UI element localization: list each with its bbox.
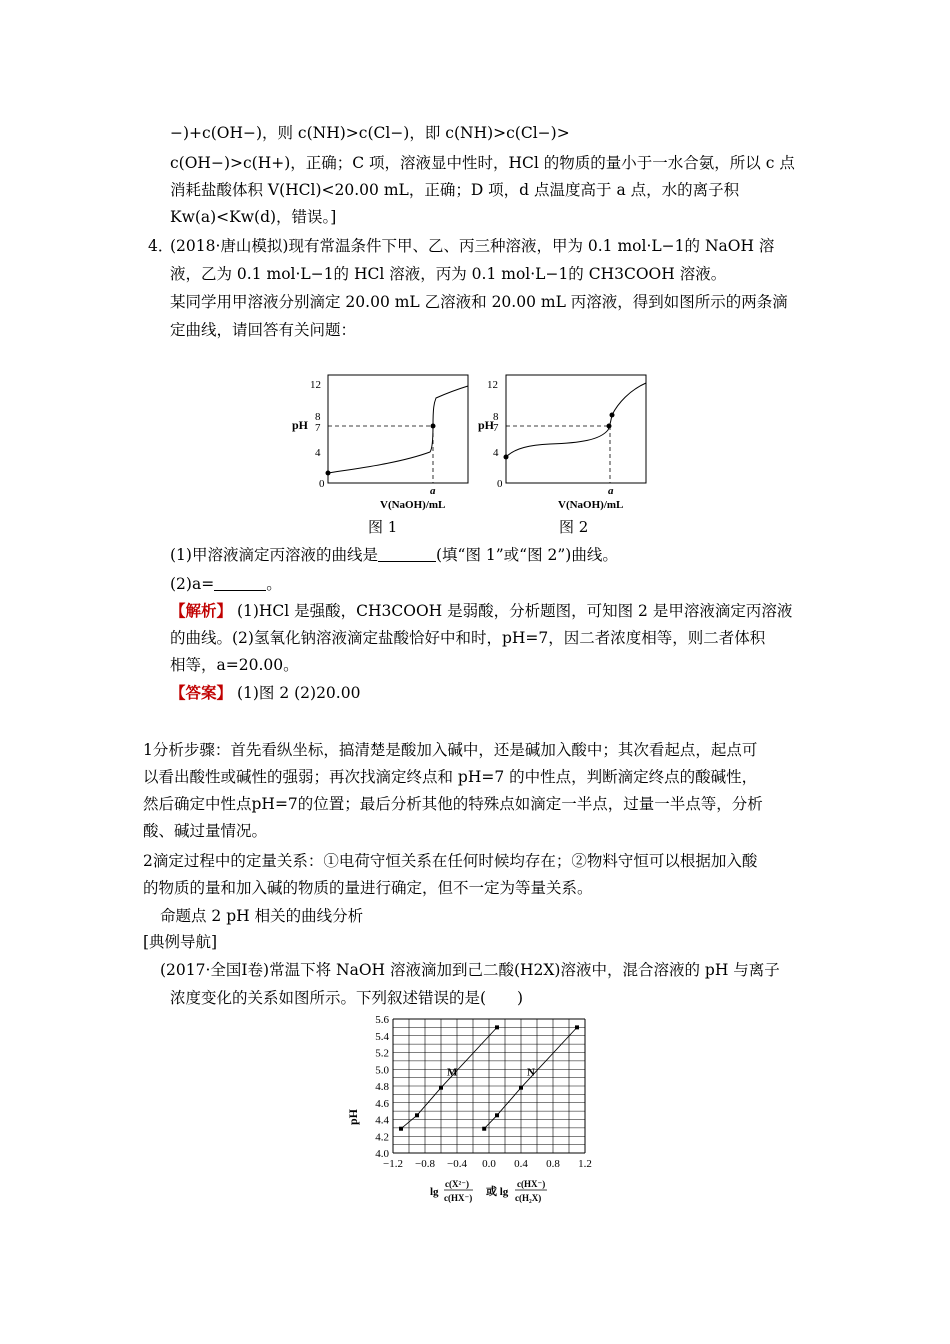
fig1-ylabel: pH — [292, 418, 309, 432]
example-line-2: 浓度变化的关系如图所示。下列叙述错误的是( ) — [170, 989, 524, 1007]
series-label-N: N — [527, 1066, 535, 1079]
y-tick-label: 4.0 — [375, 1148, 389, 1160]
q4-line-3: 某同学用甲溶液分别滴定 20.00 mL 乙溶液和 20.00 mL 丙溶液，得到如图所示的两条滴 — [170, 293, 788, 311]
data-point-N — [482, 1127, 486, 1131]
subquestion-2 — [170, 574, 282, 594]
analysis-label: 【解析】 — [170, 601, 233, 620]
fig1-tick-4: 4 — [315, 447, 321, 459]
subquestion-2-end: 。 — [266, 575, 282, 593]
fig1-tick-0: 0 — [319, 478, 325, 490]
note-1-line-3: 然后确定中性点pH=7的位置；最后分析其他的特殊点如滴定一半点，过量一半点等，分析 — [143, 795, 763, 813]
titration-figures — [290, 368, 670, 518]
data-point-N — [495, 1113, 499, 1117]
svg-text:lg: lg — [430, 1186, 439, 1198]
analysis-line-1 — [170, 601, 792, 621]
note-1-line-4: 酸、碱过量情况。 — [143, 822, 268, 840]
chart-xlabel — [430, 1179, 547, 1203]
svg-text:c(HX⁻): c(HX⁻) — [517, 1179, 546, 1189]
fig2-tick-4: 4 — [493, 447, 499, 459]
y-tick-label: 5.4 — [375, 1030, 389, 1043]
data-point-M — [495, 1025, 499, 1029]
figure-2-caption: 图 2 — [559, 518, 589, 536]
svg-text:c(X²⁻): c(X²⁻) — [445, 1179, 469, 1189]
x-tick-label: −0.8 — [415, 1158, 435, 1170]
analysis-text-1: (1)HCl 是强酸，CH3COOH 是弱酸，分析题图，可知图 2 是甲溶液滴定丙溶液 — [232, 602, 793, 620]
x-tick-label: −0.4 — [447, 1158, 467, 1170]
y-tick-label: 5.0 — [375, 1064, 389, 1077]
answer-blank-1[interactable] — [378, 547, 436, 562]
x-tick-label: −1.2 — [383, 1158, 403, 1170]
prev-line-4: Kw(a)<Kw(d)，错误。] — [170, 208, 337, 226]
prev-line-1: −)+c(OH−)，则 c(NH)>c(Cl−)，即 c(NH)>c(Cl−)> — [170, 124, 570, 142]
x-tick-label: 0.4 — [514, 1158, 528, 1170]
q4-line-4: 定曲线，请回答有关问题： — [170, 321, 357, 339]
figure-2 — [478, 375, 646, 511]
prev-line-2: c(OH−)>c(H+)，正确；C 项，溶液显中性时，HCl 的物质的量小于一水合氨，所以 c 点 — [170, 154, 795, 172]
note-1-line-1: 1分析步骤：首先看纵坐标，搞清楚是酸加入碱中，还是碱加入酸中；其次看起点，起点可 — [143, 741, 758, 759]
x-tick-label: 1.2 — [578, 1158, 592, 1170]
fig2-x-mark: a — [608, 485, 614, 497]
answer-label: 【答案】 — [170, 683, 233, 702]
question-number: 4． — [148, 237, 174, 255]
y-tick-label: 4.2 — [375, 1131, 389, 1144]
y-tick-label: 5.6 — [375, 1015, 389, 1026]
y-tick-label: 5.2 — [375, 1047, 389, 1060]
subquestion-1-text: (1)甲溶液滴定丙溶液的曲线是 — [170, 546, 378, 564]
y-tick-label: 4.8 — [375, 1081, 389, 1093]
fig2-tick-7: 7 — [493, 422, 499, 434]
answer-text: (1)图 2 (2)20.00 — [232, 684, 361, 702]
q4-line-2: 液，乙为 0.1 mol·L−1的 HCl 溶液，丙为 0.1 mol·L−1的 CH3COOH 溶液。 — [170, 265, 727, 283]
fig2-tick-12: 12 — [487, 379, 498, 391]
q4-line-1: (2018·唐山模拟)现有常温条件下甲、乙、丙三种溶液，甲为 0.1 mol·L−1的 NaOH 溶 — [170, 237, 775, 255]
analysis-line-2: 的曲线。(2)氢氧化钠溶液滴定盐酸恰好中和时，pH=7，因二者浓度相等，则二者体积 — [170, 629, 766, 647]
x-tick-label: 0.0 — [482, 1158, 496, 1170]
note-2-line-1: 2滴定过程中的定量关系：①电荷守恒关系在任何时候均存在；②物料守恒可以根据加入酸 — [143, 852, 758, 870]
svg-text:c(HX⁻): c(HX⁻) — [444, 1193, 473, 1203]
series-label-M: M — [447, 1066, 458, 1079]
ph-lg-chart — [345, 1015, 615, 1215]
data-point-N — [575, 1025, 579, 1029]
note-1-line-2: 以看出酸性或碱性的强弱；再次找滴定终点和 pH=7 的中性点，判断滴定终点的酸碱性， — [143, 768, 758, 786]
fig1-x-mark: a — [430, 485, 436, 497]
topic-title: 命题点 2 pH 相关的曲线分析 — [160, 907, 364, 925]
subquestion-1-hint: (填“图 1”或“图 2”)曲线。 — [435, 546, 618, 564]
prev-line-3: 消耗盐酸体积 V(HCl)<20.00 mL，正确；D 项，d 点温度高于 a 点，水的离子积 — [170, 181, 740, 199]
fig2-ylabel: pH — [478, 418, 495, 432]
data-point-M — [399, 1127, 403, 1131]
figure-1-caption: 图 1 — [368, 518, 398, 536]
fig1-tick-8: 8 — [315, 411, 321, 423]
y-tick-label: 4.4 — [375, 1114, 389, 1127]
svg-text:或 lg: 或 lg — [486, 1186, 509, 1198]
y-tick-label: 4.6 — [375, 1097, 389, 1110]
fig2-tick-8: 8 — [493, 411, 499, 423]
svg-text:c(H₂X): c(H₂X) — [515, 1193, 542, 1203]
answer-blank-2[interactable] — [214, 576, 266, 591]
data-point-M — [415, 1113, 419, 1117]
answer-line — [170, 683, 360, 703]
fig2-tick-0: 0 — [497, 478, 503, 490]
analysis-line-3: 相等，a=20.00。 — [170, 656, 299, 674]
example-guide: [典例导航] — [143, 933, 218, 951]
fig1-xlabel: V(NaOH)/mL — [380, 499, 446, 511]
chart-ylabel: pH — [346, 1108, 360, 1125]
data-point-M — [439, 1086, 443, 1090]
figure-1 — [292, 375, 468, 511]
note-2-line-2: 的物质的量和加入碱的物质的量进行确定，但不一定为等量关系。 — [143, 879, 593, 897]
fig1-tick-12: 12 — [310, 379, 321, 391]
x-tick-label: 0.8 — [546, 1158, 560, 1170]
data-point-N — [519, 1086, 523, 1090]
fig2-xlabel: V(NaOH)/mL — [558, 499, 624, 511]
example-line-1: (2017·全国Ⅰ卷)常温下将 NaOH 溶液滴加到己二酸(H2X)溶液中，混合溶液的 pH 与离子 — [160, 961, 780, 979]
subquestion-1 — [170, 545, 618, 565]
subquestion-2-text: (2)a= — [170, 575, 215, 593]
fig1-tick-7: 7 — [315, 422, 321, 434]
